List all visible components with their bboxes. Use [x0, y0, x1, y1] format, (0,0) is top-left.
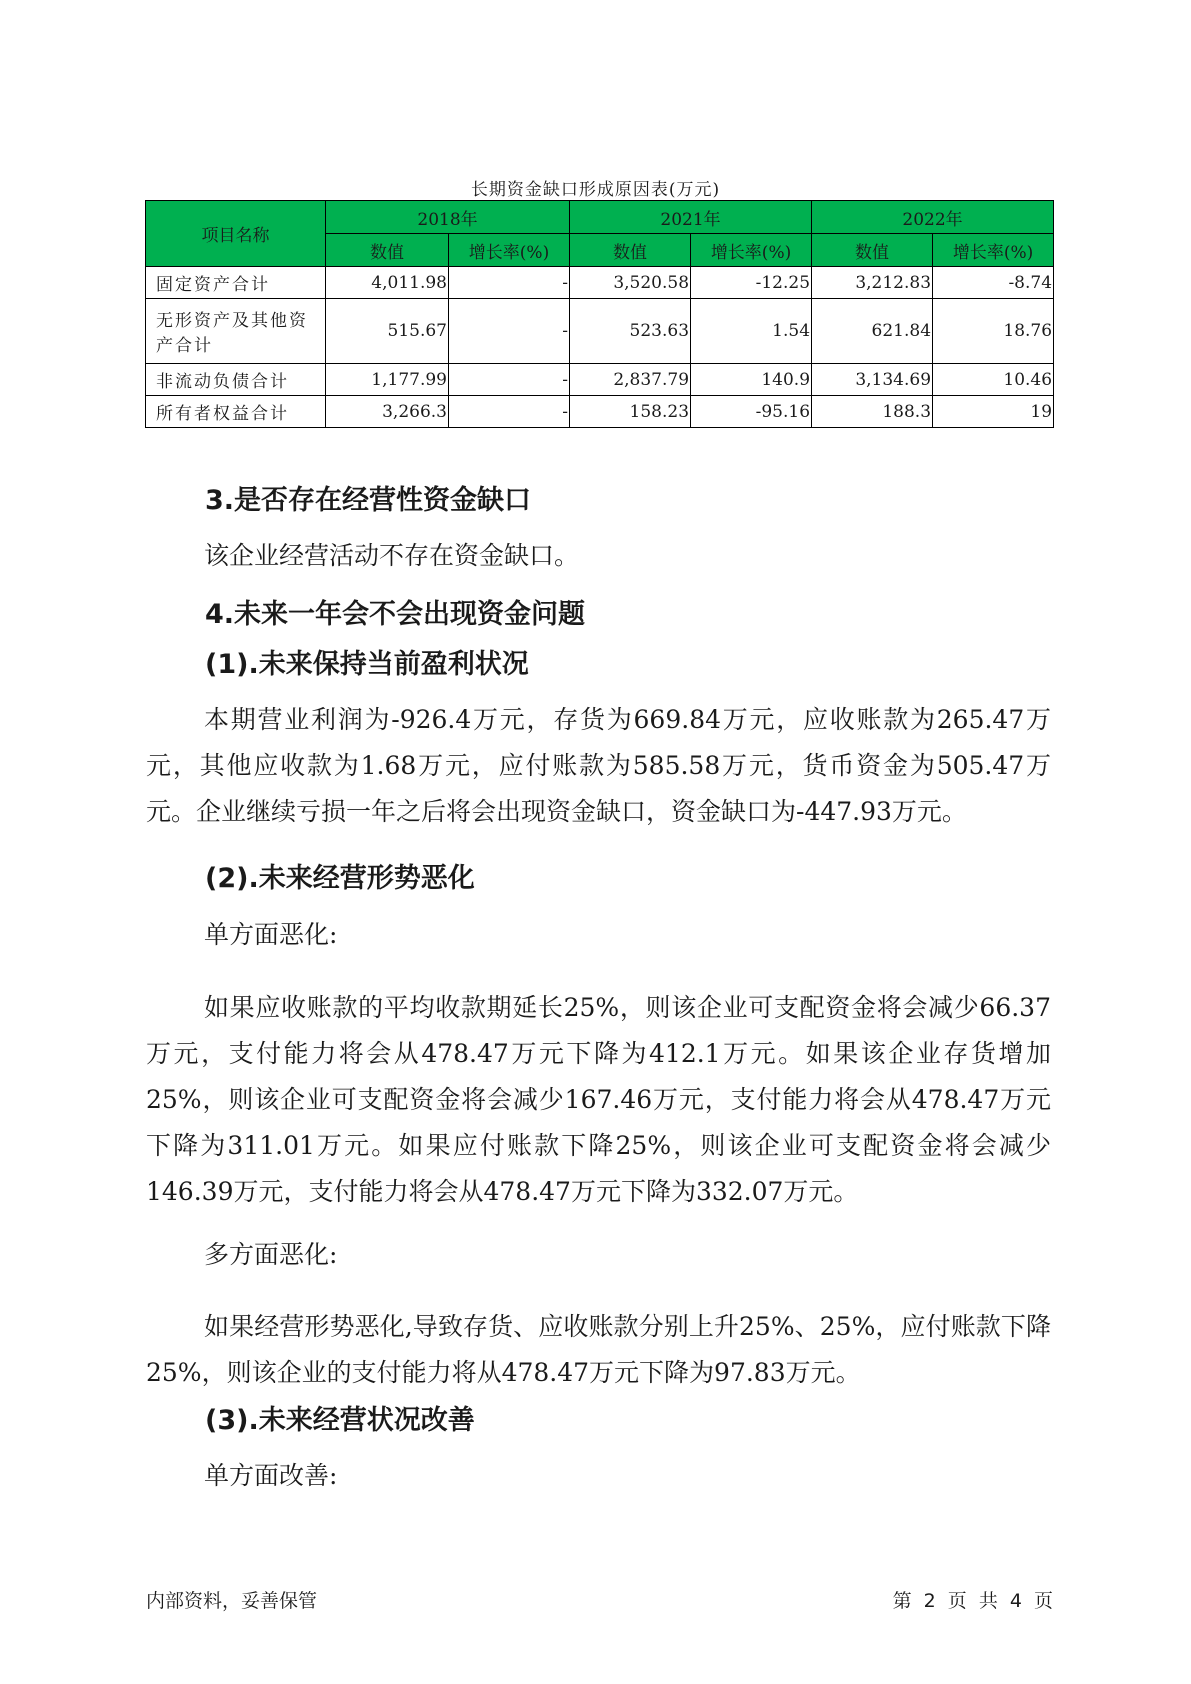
header-growth-rate: 增长率(%)	[449, 234, 570, 267]
sub1-heading: (1).未来保持当前盈利状况	[205, 649, 529, 680]
cell-growth: -95.16	[691, 396, 812, 428]
cell-growth: 1.54	[691, 299, 812, 364]
cell-value: 1,177.99	[326, 364, 449, 396]
page-number: 第 2 页 共 4 页	[892, 1590, 1053, 1612]
cell-growth: -12.25	[691, 267, 812, 299]
header-growth-rate: 增长率(%)	[691, 234, 812, 267]
sub2-single-label: 单方面恶化:	[204, 920, 338, 949]
header-year-2018: 2018年	[326, 201, 570, 234]
row-label: 固定资产合计	[146, 267, 326, 299]
cell-value: 621.84	[812, 299, 933, 364]
table-row	[146, 396, 1054, 428]
header-value: 数值	[326, 234, 449, 267]
cell-value: 3,520.58	[570, 267, 691, 299]
sub2-heading: (2).未来经营形势恶化	[205, 863, 475, 894]
sub3-heading: (3).未来经营状况改善	[205, 1405, 475, 1436]
section3-heading: 3.是否存在经营性资金缺口	[205, 485, 532, 516]
cell-value: 158.23	[570, 396, 691, 428]
cell-growth: -	[449, 267, 570, 299]
sub2-multi-label: 多方面恶化:	[204, 1240, 338, 1269]
sub1-text: 本期营业利润为-926.4万元，存货为669.84万元，应收账款为265.47万元，其他应收款为1.68万元，应付账款为585.58万元，货币资金为505.47万元。企业继续亏损一年之后将会出现资金缺口，资金缺口为-447.93万元。	[146, 705, 1051, 826]
cell-growth: -8.74	[933, 267, 1054, 299]
cell-growth: 10.46	[933, 364, 1054, 396]
header-year-2022: 2022年	[812, 201, 1054, 234]
header-value: 数值	[570, 234, 691, 267]
cell-growth: 18.76	[933, 299, 1054, 364]
table-row	[146, 299, 1054, 364]
header-item-name: 项目名称	[146, 201, 326, 267]
row-label: 所有者权益合计	[146, 396, 326, 428]
funding-gap-table	[145, 200, 1054, 428]
cell-value: 3,212.83	[812, 267, 933, 299]
table-row	[146, 267, 1054, 299]
cell-value: 515.67	[326, 299, 449, 364]
footer-confidential-note: 内部资料，妥善保管	[146, 1590, 318, 1612]
sub3-single-label: 单方面改善:	[204, 1461, 338, 1490]
cell-value: 3,266.3	[326, 396, 449, 428]
sub2-single-text: 如果应收账款的平均收款期延长25%，则该企业可支配资金将会减少66.37万元，支付能力将会从478.47万元下降为412.1万元。如果该企业存货增加25%，则该企业可支配资金将会减少167.46万元，支付能力将会从478.47万元下降为311.01万元。如果应付账款下降25%，则该企业可支配资金将会减少146.39万元，支付能力将会从478.47万元下降为332.07万元。	[146, 993, 1051, 1206]
table-caption: 长期资金缺口形成原因表(万元)	[470, 180, 721, 200]
header-year-2021: 2021年	[570, 201, 812, 234]
cell-growth: -	[449, 364, 570, 396]
cell-value: 4,011.98	[326, 267, 449, 299]
section3-text: 该企业经营活动不存在资金缺口。	[204, 541, 580, 570]
cell-value: 3,134.69	[812, 364, 933, 396]
cell-growth: 19	[933, 396, 1054, 428]
cell-value: 523.63	[570, 299, 691, 364]
section4-heading: 4.未来一年会不会出现资金问题	[205, 599, 586, 630]
cell-growth: -	[449, 299, 570, 364]
cell-growth: 140.9	[691, 364, 812, 396]
header-value: 数值	[812, 234, 933, 267]
row-label: 非流动负债合计	[146, 364, 326, 396]
cell-value: 2,837.79	[570, 364, 691, 396]
sub2-multi-text: 如果经营形势恶化,导致存货、应收账款分别上升25%、25%，应付账款下降25%，则该企业的支付能力将从478.47万元下降为97.83万元。	[146, 1312, 1051, 1387]
cell-value: 188.3	[812, 396, 933, 428]
row-label: 无形资产及其他资产合计	[146, 299, 326, 364]
cell-growth: -	[449, 396, 570, 428]
header-growth-rate: 增长率(%)	[933, 234, 1054, 267]
table-row	[146, 364, 1054, 396]
